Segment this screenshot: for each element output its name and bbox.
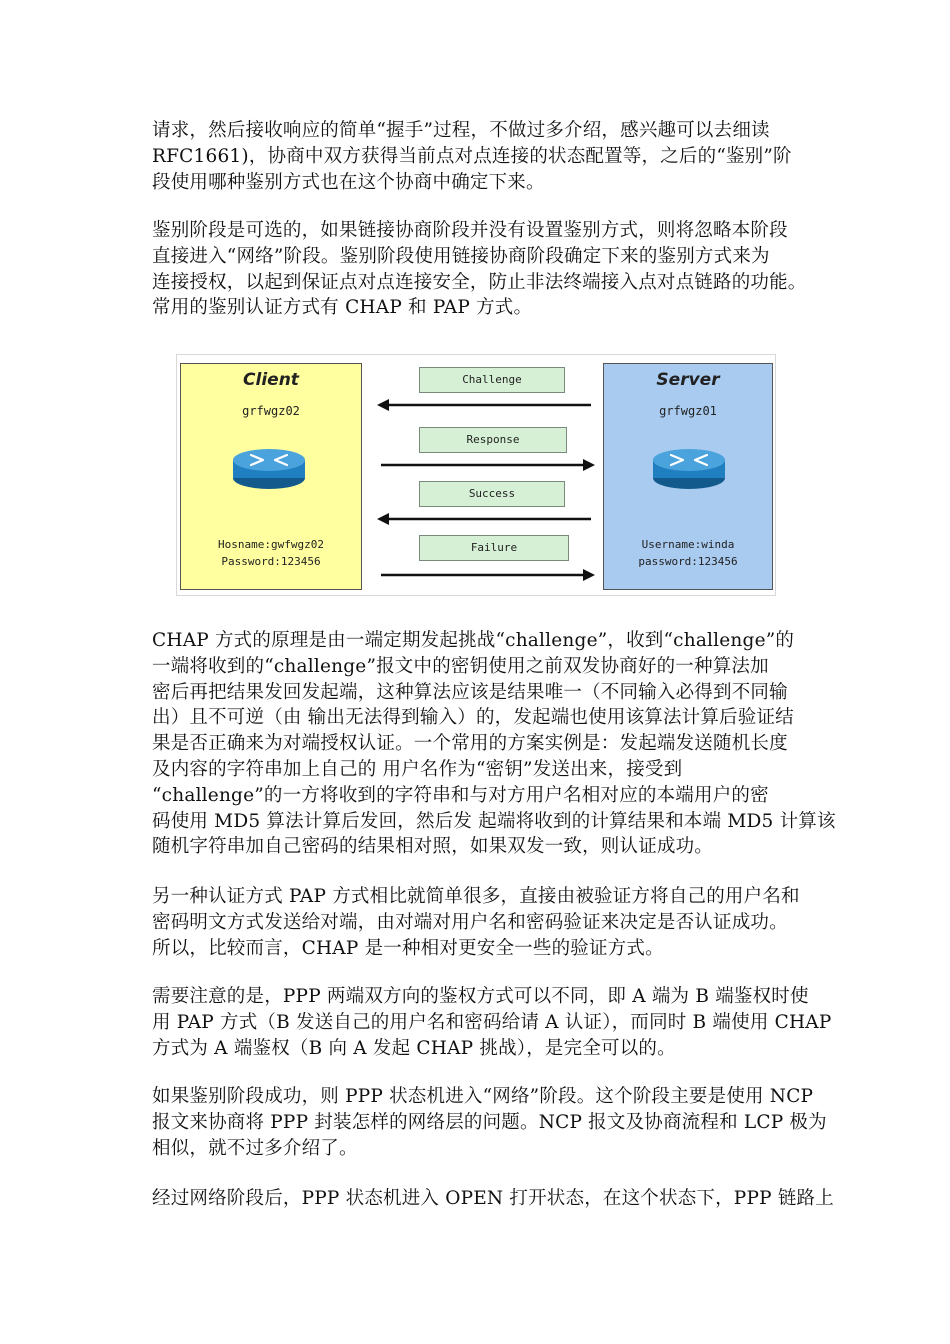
- paragraph-bidirectional-auth: [152, 984, 832, 1061]
- text-line: 鉴别阶段是可选的，如果链接协商阶段并没有设置鉴别方式，则将忽略本阶段: [152, 220, 788, 241]
- text-line: 所以，比较而言，CHAP 是一种相对更安全一些的验证方式。: [152, 937, 664, 959]
- paragraph-pap: [152, 884, 812, 961]
- text-line: CHAP 方式的原理是由一端定期发起挑战“challenge”，收到“challenge”的: [152, 630, 795, 651]
- arrow-right-icon: [377, 569, 595, 581]
- text-line: 码使用 MD5 算法计算后发回，然后发 起端将收到的计算结果和本端 MD5 计算该: [152, 810, 836, 832]
- text-line: 常用的鉴别认证方式有 CHAP 和 PAP 方式。: [152, 297, 533, 319]
- client-hostname-credential: Hosname:gwfwgz02: [218, 538, 324, 551]
- arrow-left-icon: [377, 399, 595, 411]
- failure-message: Failure: [419, 535, 569, 561]
- text-line: 出）且不可逆（由 输出无法得到输入）的，发起端也使用该算法计算后验证结: [152, 707, 794, 729]
- client-password-credential: Password:123456: [221, 555, 321, 568]
- arrow-right-icon: [377, 459, 595, 471]
- server-title: Server: [656, 370, 720, 390]
- text-line: 如果鉴别阶段成功，则 PPP 状态机进入“网络”阶段。这个阶段主要是使用 NCP: [152, 1086, 814, 1107]
- arrow-left-icon: [377, 513, 595, 525]
- text-line: 密后再把结果发回发起端，这种算法应该是结果唯一（不同输入必得到不同输: [152, 681, 788, 703]
- chap-diagram: [176, 354, 776, 596]
- paragraph-chap: [152, 628, 836, 860]
- router-icon: [229, 444, 309, 492]
- text-line: 及内容的字符串加上自己的 用户名作为“密钥”发送出来，接受到: [152, 758, 683, 780]
- client-hostname: grfwgz02: [242, 404, 300, 418]
- text-line: 相似，就不过多介绍了。: [152, 1137, 358, 1159]
- server-hostname: grfwgz01: [659, 404, 717, 418]
- text-line: 一端将收到的“challenge”报文中的密钥使用之前双发协商好的一种算法加: [152, 655, 769, 677]
- text-line: RFC1661)，协商中双方获得当前点对点连接的状态配置等，之后的“鉴别”阶: [152, 145, 792, 167]
- paragraph-auth-phase: [152, 218, 812, 321]
- text-line: 报文来协商将 PPP 封装怎样的网络层的问题。NCP 报文及协商流程和 LCP 极为: [152, 1111, 827, 1133]
- router-icon: [649, 444, 729, 492]
- server-username-credential: Username:winda: [641, 538, 735, 551]
- paragraph-handshake: [152, 118, 812, 195]
- client-title: Client: [243, 370, 299, 390]
- text-line: “challenge”的一方将收到的字符串和与对方用户名相对应的本端用户的密: [152, 784, 769, 806]
- text-line: 用 PAP 方式（B 发送自己的用户名和密码给请 A 认证），而同时 B 端使用 CHAP: [152, 1011, 832, 1033]
- client-panel: [180, 363, 362, 590]
- server-password-credential: password:123456: [638, 555, 738, 568]
- text-line: 直接进入“网络”阶段。鉴别阶段使用链接协商阶段确定下来的鉴别方式来为: [152, 245, 770, 267]
- paragraph-open-state: [152, 1186, 834, 1212]
- server-panel: [603, 363, 773, 590]
- text-line: 需要注意的是，PPP 两端双方向的鉴权方式可以不同，即 A 端为 B 端鉴权时使: [152, 986, 809, 1007]
- text-line: 果是否正确来为对端授权认证。一个常用的方案实例是：发起端发送随机长度: [152, 733, 788, 755]
- text-line: 方式为 A 端鉴权（B 向 A 发起 CHAP 挑战），是完全可以的。: [152, 1037, 676, 1059]
- text-line: 连接授权，以起到保证点对点连接安全，防止非法终端接入点对点链路的功能。: [152, 271, 807, 293]
- text-line: 请求，然后接收响应的简单“握手”过程，不做过多介绍，感兴趣可以去细读: [152, 120, 770, 141]
- text-line: 密码明文方式发送给对端，由对端对用户名和密码验证来决定是否认证成功。: [152, 911, 788, 933]
- text-line: 段使用哪种鉴别方式也在这个协商中确定下来。: [152, 171, 545, 193]
- success-message: Success: [419, 481, 565, 507]
- challenge-message: Challenge: [419, 367, 565, 393]
- text-line: 经过网络阶段后，PPP 状态机进入 OPEN 打开状态，在这个状态下，PPP 链路上: [152, 1188, 834, 1209]
- paragraph-network-phase: [152, 1084, 827, 1161]
- text-line: 随机字符串加自己密码的结果相对照，如果双发一致，则认证成功。: [152, 836, 714, 858]
- text-line: 另一种认证方式 PAP 方式相比就简单很多，直接由被验证方将自己的用户名和: [152, 886, 800, 907]
- response-message: Response: [419, 427, 567, 453]
